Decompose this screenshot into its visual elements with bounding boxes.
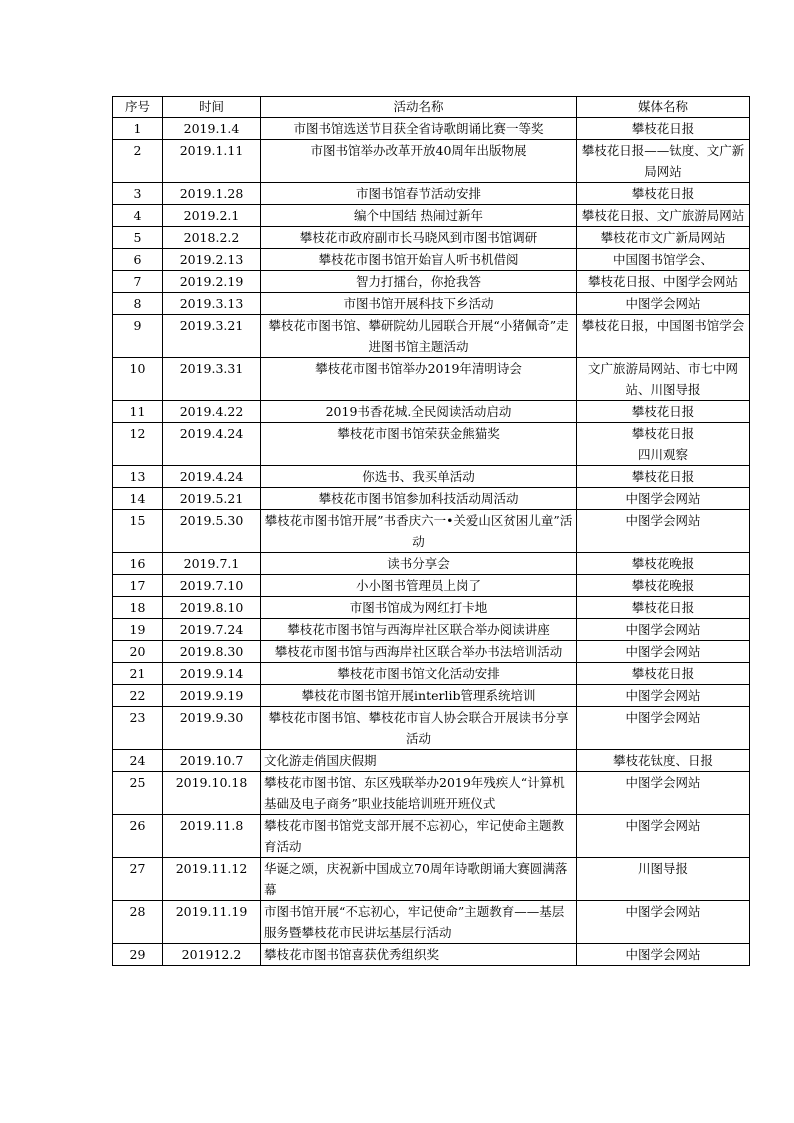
- cell-date: 2019.7.24: [163, 619, 261, 641]
- table-row: [113, 575, 750, 597]
- table-row: [113, 641, 750, 663]
- cell-activity-name: 攀枝花市图书馆、攀枝花市盲人协会联合开展读书分享活动: [261, 707, 577, 750]
- cell-date: 2019.1.4: [163, 118, 261, 140]
- cell-media-name: 中图学会网站: [577, 510, 750, 553]
- table-row: [113, 488, 750, 510]
- cell-date: 2019.8.30: [163, 641, 261, 663]
- cell-date: 2019.4.24: [163, 423, 261, 466]
- cell-serial-number: 7: [113, 271, 163, 293]
- cell-activity-name: 华诞之颂，庆祝新中国成立70周年诗歌朗诵大赛圆满落幕: [261, 858, 577, 901]
- table-row: [113, 293, 750, 315]
- cell-serial-number: 20: [113, 641, 163, 663]
- table-row: [113, 750, 750, 772]
- cell-activity-name: 攀枝花市图书馆、东区残联举办2019年残疾人“计算机基础及电子商务”职业技能培训班开班仪式: [261, 772, 577, 815]
- cell-media-name: 中图学会网站: [577, 685, 750, 707]
- header-activity-name: 活动名称: [261, 97, 577, 118]
- cell-serial-number: 28: [113, 901, 163, 944]
- cell-media-name: 中图学会网站: [577, 293, 750, 315]
- cell-media-name: 中国图书馆学会、: [577, 249, 750, 271]
- cell-media-name: 中图学会网站: [577, 815, 750, 858]
- cell-serial-number: 12: [113, 423, 163, 466]
- cell-serial-number: 13: [113, 466, 163, 488]
- cell-activity-name: 攀枝花市图书馆与西海岸社区联合举办阅读讲座: [261, 619, 577, 641]
- cell-activity-name: 攀枝花市图书馆开展”书香庆六一•关爱山区贫困儿童”活动: [261, 510, 577, 553]
- cell-activity-name: 小小图书管理员上岗了: [261, 575, 577, 597]
- cell-date: 2019.9.19: [163, 685, 261, 707]
- cell-activity-name: 读书分享会: [261, 553, 577, 575]
- cell-activity-name: 攀枝花市图书馆举办2019年清明诗会: [261, 358, 577, 401]
- cell-activity-name: 市图书馆开展“不忘初心，牢记使命”主题教育——基层服务暨攀枝花市民讲坛基层行活动: [261, 901, 577, 944]
- cell-activity-name: 市图书馆成为网红打卡地: [261, 597, 577, 619]
- cell-media-name: 中图学会网站: [577, 707, 750, 750]
- table-row: [113, 271, 750, 293]
- table-row: [113, 249, 750, 271]
- cell-date: 2019.3.13: [163, 293, 261, 315]
- cell-activity-name: 智力打擂台，你抢我答: [261, 271, 577, 293]
- cell-activity-name: 市图书馆举办改革开放40周年出版物展: [261, 140, 577, 183]
- cell-date: 2019.1.28: [163, 183, 261, 205]
- cell-activity-name: 攀枝花市图书馆开展interlib管理系统培训: [261, 685, 577, 707]
- cell-date: 2019.2.19: [163, 271, 261, 293]
- cell-media-name: 攀枝花钛度、日报: [577, 750, 750, 772]
- cell-media-name: 攀枝花日报: [577, 466, 750, 488]
- header-time: 时间: [163, 97, 261, 118]
- cell-media-name: 攀枝花日报——钛度、文广新局网站: [577, 140, 750, 183]
- cell-media-name: 攀枝花日报: [577, 597, 750, 619]
- table-row: [113, 205, 750, 227]
- cell-activity-name: 攀枝花市图书馆开始盲人听书机借阅: [261, 249, 577, 271]
- table-row: [113, 901, 750, 944]
- cell-serial-number: 8: [113, 293, 163, 315]
- cell-media-name: 攀枝花日报、文广旅游局网站: [577, 205, 750, 227]
- cell-serial-number: 27: [113, 858, 163, 901]
- cell-activity-name: 市图书馆开展科技下乡活动: [261, 293, 577, 315]
- cell-media-name: 攀枝花日报: [577, 663, 750, 685]
- cell-serial-number: 11: [113, 401, 163, 423]
- table-row: [113, 772, 750, 815]
- cell-activity-name: 攀枝花市政府副市长马晓风到市图书馆调研: [261, 227, 577, 249]
- cell-activity-name: 你选书、我买单活动: [261, 466, 577, 488]
- cell-date: 2019.11.8: [163, 815, 261, 858]
- cell-activity-name: 文化游走俏国庆假期: [261, 750, 577, 772]
- cell-date: 2019.4.24: [163, 466, 261, 488]
- cell-date: 2019.1.11: [163, 140, 261, 183]
- table-header-row: [113, 97, 750, 118]
- cell-media-name: 攀枝花日报，中国图书馆学会: [577, 315, 750, 358]
- table-row: [113, 553, 750, 575]
- cell-date: 2019.8.10: [163, 597, 261, 619]
- cell-activity-name: 攀枝花市图书馆党支部开展不忘初心，牢记使命主题教育活动: [261, 815, 577, 858]
- cell-media-name: 文广旅游局网站、市七中网站、川图导报: [577, 358, 750, 401]
- cell-serial-number: 26: [113, 815, 163, 858]
- cell-serial-number: 14: [113, 488, 163, 510]
- cell-date: 2018.2.2: [163, 227, 261, 249]
- cell-serial-number: 15: [113, 510, 163, 553]
- cell-media-name: 攀枝花市文广新局网站: [577, 227, 750, 249]
- cell-activity-name: 编个中国结 热闹过新年: [261, 205, 577, 227]
- cell-activity-name: 攀枝花市图书馆荣获金熊猫奖: [261, 423, 577, 466]
- table-row: [113, 944, 750, 966]
- cell-serial-number: 1: [113, 118, 163, 140]
- table-row: [113, 510, 750, 553]
- cell-date: 2019.5.30: [163, 510, 261, 553]
- table-row: [113, 707, 750, 750]
- header-serial-number: 序号: [113, 97, 163, 118]
- cell-serial-number: 22: [113, 685, 163, 707]
- cell-media-name: 中图学会网站: [577, 488, 750, 510]
- cell-media-name: 攀枝花晚报: [577, 575, 750, 597]
- cell-date: 2019.3.21: [163, 315, 261, 358]
- table-row: [113, 663, 750, 685]
- table-row: [113, 227, 750, 249]
- cell-serial-number: 17: [113, 575, 163, 597]
- cell-media-name: 攀枝花日报: [577, 401, 750, 423]
- table-row: [113, 183, 750, 205]
- cell-media-name: 攀枝花日报: [577, 183, 750, 205]
- table-row: [113, 401, 750, 423]
- cell-media-name: 中图学会网站: [577, 772, 750, 815]
- cell-activity-name: 攀枝花市图书馆喜获优秀组织奖: [261, 944, 577, 966]
- cell-media-name: 中图学会网站: [577, 901, 750, 944]
- cell-serial-number: 5: [113, 227, 163, 249]
- cell-activity-name: 攀枝花市图书馆、攀研院幼儿园联合开展“小猪佩奇”走进图书馆主题活动: [261, 315, 577, 358]
- cell-media-name: 中图学会网站: [577, 944, 750, 966]
- cell-activity-name: 攀枝花市图书馆文化活动安排: [261, 663, 577, 685]
- cell-serial-number: 16: [113, 553, 163, 575]
- cell-date: 2019.9.30: [163, 707, 261, 750]
- cell-serial-number: 3: [113, 183, 163, 205]
- cell-serial-number: 18: [113, 597, 163, 619]
- cell-serial-number: 29: [113, 944, 163, 966]
- cell-media-name: 攀枝花日报 四川观察: [577, 423, 750, 466]
- cell-activity-name: 市图书馆选送节目获全省诗歌朗诵比赛一等奖: [261, 118, 577, 140]
- cell-serial-number: 10: [113, 358, 163, 401]
- cell-date: 2019.5.21: [163, 488, 261, 510]
- cell-serial-number: 6: [113, 249, 163, 271]
- cell-date: 2019.7.10: [163, 575, 261, 597]
- cell-activity-name: 攀枝花市图书馆与西海岸社区联合举办书法培训活动: [261, 641, 577, 663]
- cell-activity-name: 市图书馆春节活动安排: [261, 183, 577, 205]
- cell-media-name: 攀枝花晚报: [577, 553, 750, 575]
- table-row: [113, 315, 750, 358]
- cell-serial-number: 23: [113, 707, 163, 750]
- cell-date: 2019.2.1: [163, 205, 261, 227]
- table-row: [113, 858, 750, 901]
- cell-date: 2019.4.22: [163, 401, 261, 423]
- cell-serial-number: 25: [113, 772, 163, 815]
- table-row: [113, 358, 750, 401]
- cell-date: 2019.7.1: [163, 553, 261, 575]
- table-row: [113, 685, 750, 707]
- cell-date: 2019.9.14: [163, 663, 261, 685]
- cell-media-name: 攀枝花日报、中图学会网站: [577, 271, 750, 293]
- table-row: [113, 118, 750, 140]
- table-row: [113, 423, 750, 466]
- table-row: [113, 597, 750, 619]
- cell-media-name: 攀枝花日报: [577, 118, 750, 140]
- cell-date: 201912.2: [163, 944, 261, 966]
- cell-media-name: 中图学会网站: [577, 619, 750, 641]
- cell-serial-number: 19: [113, 619, 163, 641]
- cell-date: 2019.3.31: [163, 358, 261, 401]
- table-row: [113, 619, 750, 641]
- cell-serial-number: 9: [113, 315, 163, 358]
- cell-serial-number: 24: [113, 750, 163, 772]
- cell-date: 2019.2.13: [163, 249, 261, 271]
- table-row: [113, 466, 750, 488]
- cell-date: 2019.10.7: [163, 750, 261, 772]
- cell-media-name: 川图导报: [577, 858, 750, 901]
- cell-media-name: 中图学会网站: [577, 641, 750, 663]
- cell-date: 2019.11.12: [163, 858, 261, 901]
- cell-date: 2019.10.18: [163, 772, 261, 815]
- cell-serial-number: 4: [113, 205, 163, 227]
- table-row: [113, 815, 750, 858]
- cell-serial-number: 2: [113, 140, 163, 183]
- table-row: [113, 140, 750, 183]
- media-coverage-table: [112, 96, 750, 966]
- cell-activity-name: 攀枝花市图书馆参加科技活动周活动: [261, 488, 577, 510]
- cell-date: 2019.11.19: [163, 901, 261, 944]
- cell-activity-name: 2019书香花城.全民阅读活动启动: [261, 401, 577, 423]
- header-media-name: 媒体名称: [577, 97, 750, 118]
- cell-serial-number: 21: [113, 663, 163, 685]
